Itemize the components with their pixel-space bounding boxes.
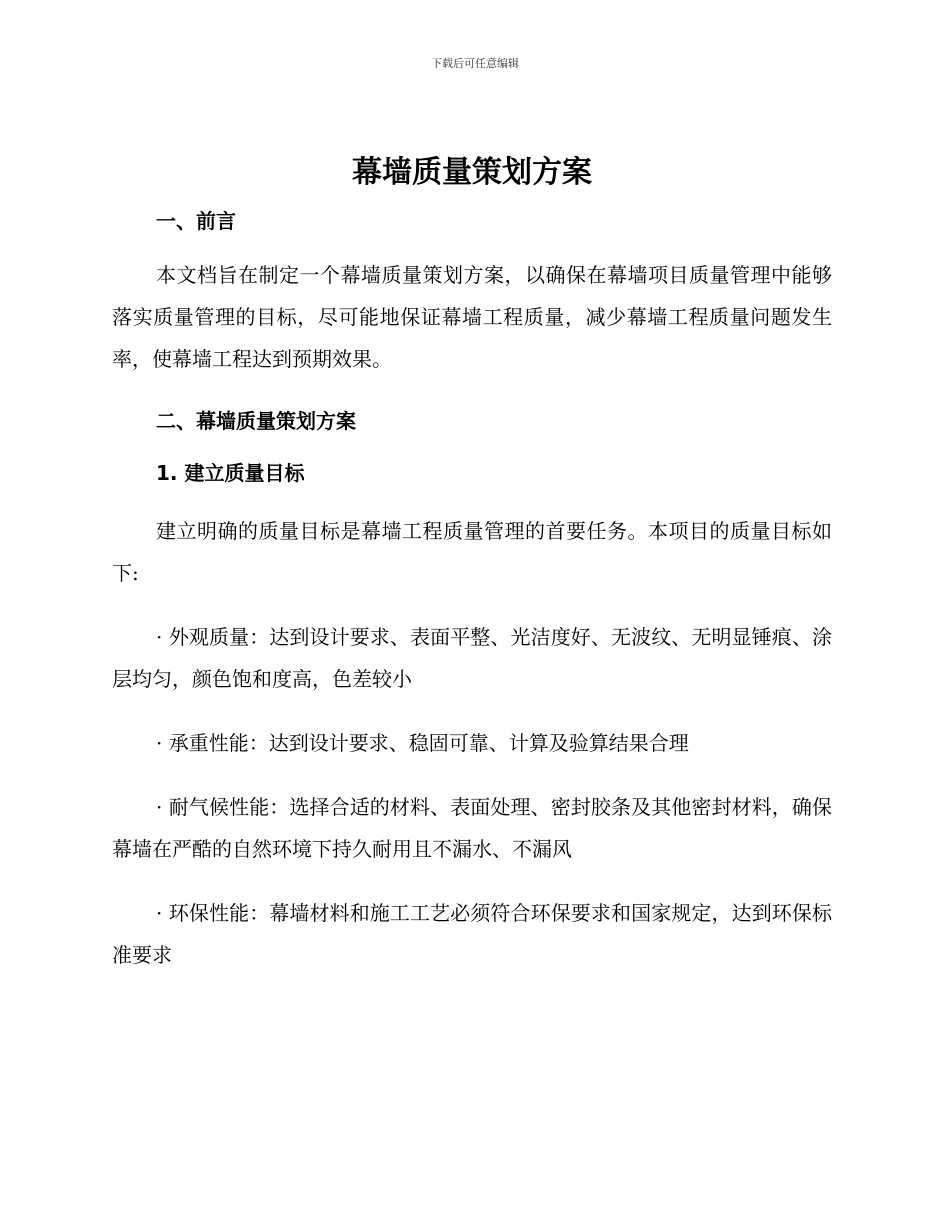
preface-paragraph: 本文档旨在制定一个幕墙质量策划方案，以确保在幕墙项目质量管理中能够落实质量管理的目标，尽可能地保证幕墙工程质量，减少幕墙工程质量问题发生率，使幕墙工程达到预期效果。: [112, 263, 832, 371]
quality-goal-item-environmental: · 环保性能：幕墙材料和施工工艺必须符合环保要求和国家规定，达到环保标准要求: [112, 901, 832, 967]
document-title: 幕墙质量策划方案: [352, 155, 592, 190]
quality-goal-item-weather-resistance: · 耐气候性能：选择合适的材料、表面处理、密封胶条及其他密封材料，确保幕墙在严酷的自然环境下持久耐用且不漏水、不漏风: [112, 795, 832, 861]
section-heading-plan: 二、幕墙质量策划方案: [156, 409, 356, 433]
quality-goals-intro: 建立明确的质量目标是幕墙工程质量管理的首要任务。本项目的质量目标如下:: [112, 519, 832, 585]
quality-goal-item-load-bearing: · 承重性能：达到设计要求、稳固可靠、计算及验算结果合理: [156, 731, 689, 755]
quality-goal-item-appearance: · 外观质量：达到设计要求、表面平整、光洁度好、无波纹、无明显锤痕、涂层均匀，颜色饱和度高，色差较小: [112, 625, 832, 691]
subsection-heading-quality-goals: 1. 建立质量目标: [156, 461, 305, 485]
document-body: [112, 148, 832, 976]
page-header: 下载后可任意编辑: [431, 57, 519, 70]
section-heading-preface: 一、前言: [156, 209, 236, 233]
